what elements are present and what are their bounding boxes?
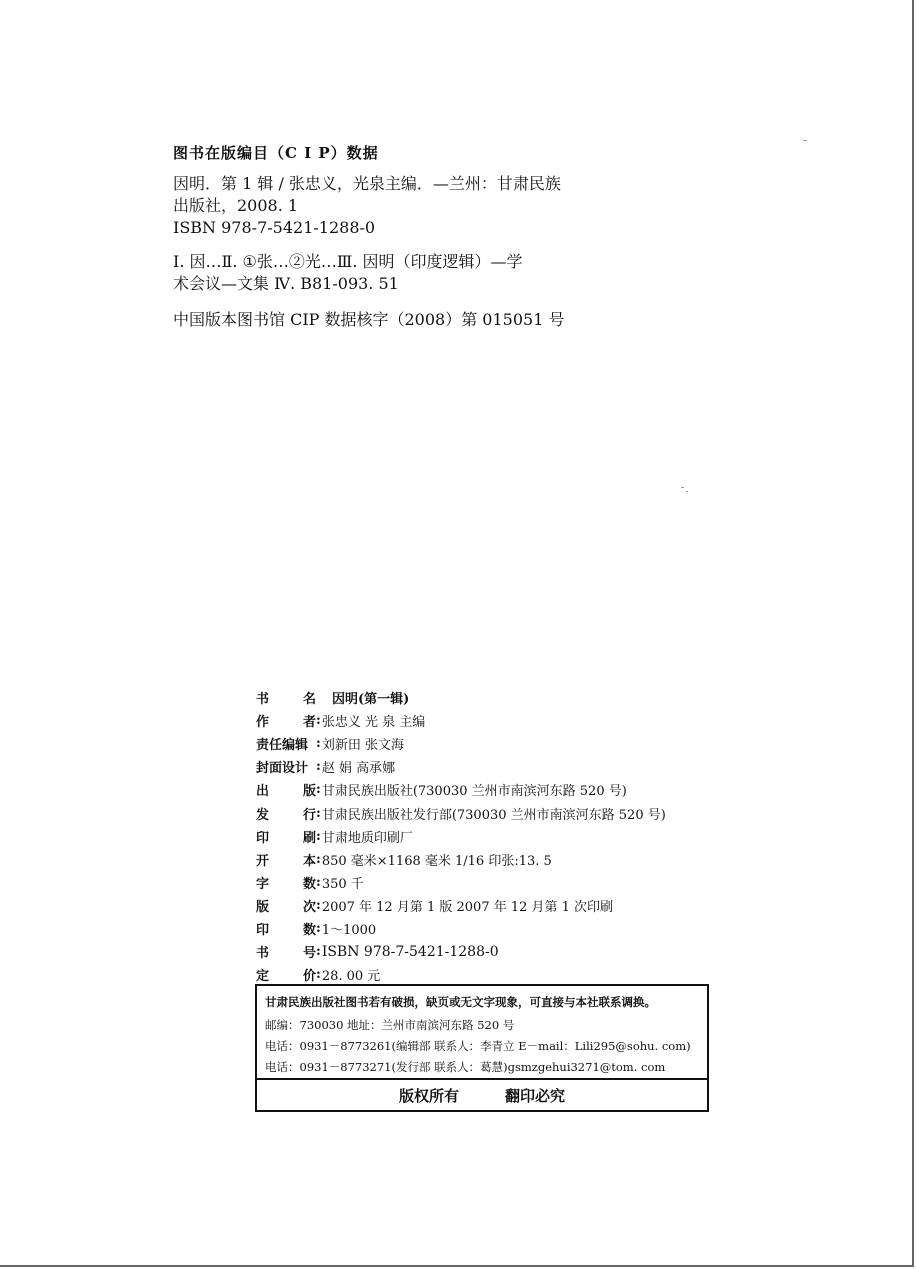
scan-speck [686, 491, 688, 492]
info-label: 书 号 [256, 946, 316, 962]
info-row-edition: 版 次 : 2007 年 12 月第 1 版 2007 年 12 月第 1 次印刷 [256, 897, 614, 915]
notice-line-3: 电话：0931－8773261(编辑部 联系人：李青立 E－mail：Lili295@sohu. com) [265, 1039, 691, 1053]
cip-line-2: 出版社，2008. 1 [173, 196, 299, 215]
info-row-format: 开 本 : 850 毫米×1168 毫米 1/16 印张:13. 5 [256, 851, 552, 869]
info-label: 封面设计 [256, 761, 309, 777]
notice-box [255, 984, 709, 1112]
info-label: 开 本 [256, 853, 316, 869]
info-value: 赵 娟 高承娜 [321, 761, 396, 777]
info-row-wordcount: 字 数 : 350 千 [256, 874, 364, 892]
scan-speck [803, 140, 807, 141]
notice-line-1: 甘肃民族出版社图书若有破损，缺页或无文字现象，可直接与本社联系调换。 [265, 995, 656, 1009]
cip-line-4: Ⅰ. 因…Ⅱ. ①张…②光…Ⅲ. 因明（印度逻辑）—学 [173, 252, 523, 271]
info-label: 字 数 [256, 876, 316, 892]
info-label: 发 行 [256, 807, 316, 823]
info-row-editor: 责任编辑 : 刘新田 张文海 [256, 736, 404, 754]
info-value: 甘肃民族出版社发行部(730030 兰州市南滨河东路 520 号) [321, 807, 666, 823]
info-value: 甘肃民族出版社(730030 兰州市南滨河东路 520 号) [321, 784, 627, 800]
notice-line-2: 邮编：730030 地址：兰州市南滨河东路 520 号 [265, 1018, 515, 1032]
cip-line-5: 术会议—文集 Ⅳ. B81-093. 51 [173, 274, 399, 293]
info-row-isbn: 书 号 : ISBN 978-7-5421-1288-0 [256, 943, 499, 962]
scan-speck [681, 487, 684, 488]
book-info [256, 686, 736, 986]
cip-line-6: 中国版本图书馆 CIP 数据核字（2008）第 015051 号 [173, 310, 565, 329]
notice-line-4: 电话：0931－8773271(发行部 联系人：葛慧)gsmzgehui3271@tom. com [265, 1060, 666, 1074]
info-label: 出 版 [256, 784, 316, 800]
info-label: 作 者 [256, 715, 316, 731]
info-label: 印 刷 [256, 830, 316, 846]
cip-line-1: 因明．第 1 辑 / 张忠义，光泉主编．—兰州：甘肃民族 [173, 174, 561, 193]
info-row-distributor: 发 行 : 甘肃民族出版社发行部(730030 兰州市南滨河东路 520 号) [256, 805, 666, 823]
info-value: 850 毫米×1168 毫米 1/16 印张:13. 5 [321, 853, 552, 869]
info-value: 350 千 [321, 876, 364, 892]
cip-line-3: ISBN 978-7-5421-1288-0 [173, 218, 376, 237]
rights-bar [257, 1078, 707, 1110]
info-row-printrun: 印 数 : 1～1000 [256, 920, 377, 938]
info-row-publisher: 出 版 : 甘肃民族出版社(730030 兰州市南滨河东路 520 号) [256, 782, 627, 800]
cip-block [173, 142, 593, 331]
info-label: 定 价 [256, 969, 316, 985]
info-row-title [256, 686, 736, 709]
info-row-author: 作 者 : 张忠义 光 泉 主编 [256, 713, 426, 731]
info-value: ISBN 978-7-5421-1288-0 [321, 943, 499, 960]
info-value: 1～1000 [321, 922, 377, 938]
info-value: 刘新田 张文海 [321, 738, 404, 754]
info-value: 甘肃地质印刷厂 [321, 830, 413, 846]
info-value: 因明(第一辑) [332, 692, 410, 708]
info-row-printer: 印 刷 : 甘肃地质印刷厂 [256, 828, 413, 846]
info-row-cover: 封面设计 : 赵 娟 高承娜 [256, 759, 396, 777]
info-value: 28. 00 元 [321, 969, 381, 985]
info-label: 责任编辑 [256, 738, 309, 754]
cip-title: 图书在版编目（C I P）数据 [173, 144, 379, 162]
info-label: 书 名 [256, 692, 316, 708]
piracy-text: 翻印必究 [505, 1086, 566, 1105]
info-label: 版 次 [256, 899, 316, 915]
info-row-price: 定 价 : 28. 00 元 [256, 967, 381, 985]
info-value: 张忠义 光 泉 主编 [321, 715, 426, 731]
info-value: 2007 年 12 月第 1 版 2007 年 12 月第 1 次印刷 [321, 899, 614, 915]
info-label: 印 数 [256, 922, 316, 938]
rights-text: 版权所有 [398, 1086, 459, 1105]
